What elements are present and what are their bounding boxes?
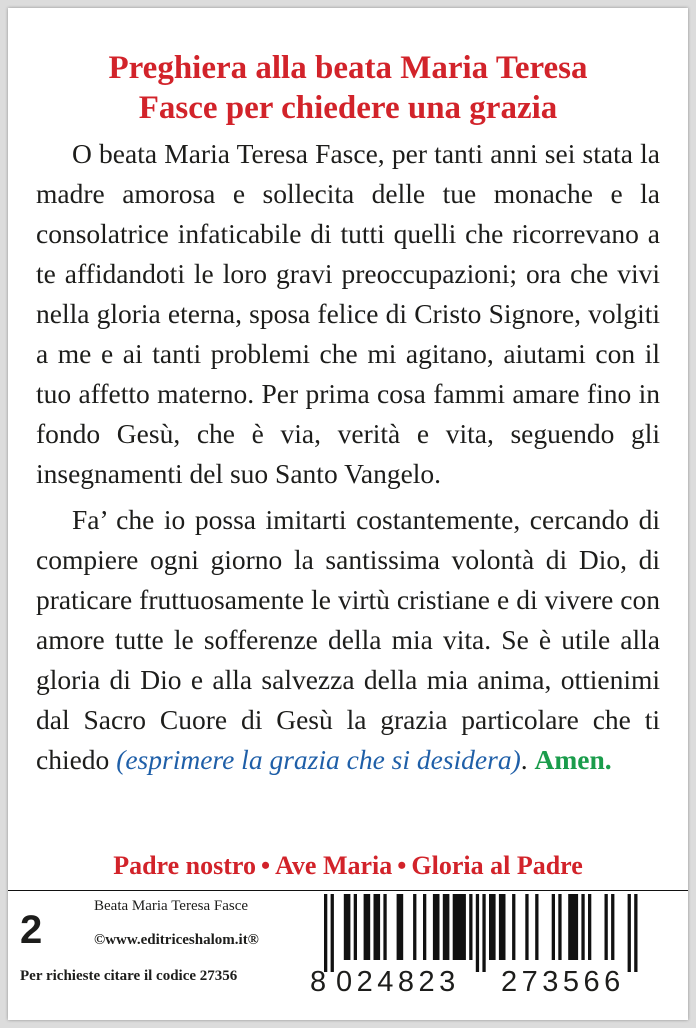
barcode-bar — [581, 894, 584, 960]
barcode — [308, 892, 678, 1002]
prayer-paragraph-2-text: Fa’ che io possa imitarti costantemente, cercando di compiere ogni giorno la santissima volontà di Dio, di praticare fruttuosamente le virtù cristiane e di vivere con amore tutte le sofferenze della mia vita. Se è utile alla gloria di Dio e alla salvezza della mia anima, ottienimi dal Sacro Cuore di Gesù la grazia particolare che ti chiedo — [36, 504, 660, 775]
barcode-bar — [499, 894, 506, 960]
order-code-note: Per richieste citare il codice 27356 — [20, 968, 238, 984]
bullet-separator-2: • — [397, 851, 407, 880]
prayer-gloria: Gloria al Padre — [411, 851, 583, 880]
barcode-first-digit: 8 — [310, 966, 327, 998]
barcode-bar — [489, 894, 496, 960]
barcode-bar — [558, 894, 561, 960]
barcode-bar — [344, 894, 351, 960]
prayer-padre-nostro: Padre nostro — [113, 851, 256, 880]
booklet-title: Beata Maria Teresa Fasce — [94, 898, 249, 914]
barcode-guard-bar — [324, 894, 327, 972]
prayer-title — [8, 48, 688, 128]
barcode-guard-bar — [476, 894, 479, 972]
prayer-paragraph-1: O beata Maria Teresa Fasce, per tanti anni sei stata la madre amorosa e sollecita delle tue monache e la consolatrice infaticabile di tutti quelli che ricorrevano a te affidandoti le loro gravi preoccupazioni; ora che vivi nella gloria eterna, sposa felice di Cristo Signore, volgiti a me e ai tanti problemi che mi agitano, aiutami con il tuo affetto materno. Per prima cosa fammi amare fino in fondo Gesù, che è via, verità e vita, seguendo gli insegnamenti del suo Santo Vangelo. — [36, 138, 660, 489]
barcode-bar — [423, 894, 426, 960]
barcode-bars — [324, 894, 664, 972]
bullet-separator-1: • — [260, 851, 271, 880]
barcode-bar — [588, 894, 591, 960]
barcode-guard-bar — [628, 894, 631, 972]
prayer-ave-maria: Ave Maria — [275, 851, 393, 880]
barcode-bar — [453, 894, 466, 960]
barcode-bar — [383, 894, 386, 960]
prayer-title-line-1: Preghiera alla beata Maria Teresa — [108, 50, 588, 86]
barcode-bar — [397, 894, 404, 960]
barcode-bar — [374, 894, 381, 960]
prayer-paragraph-2 — [36, 500, 660, 780]
barcode-bar — [611, 894, 614, 960]
prayer-card — [8, 8, 688, 1020]
barcode-bar — [605, 894, 608, 960]
prayer-text — [36, 134, 660, 780]
barcode-guard-bar — [331, 894, 334, 972]
prayer-title-line-2: Fasce per chiedere una grazia — [138, 90, 558, 126]
barcode-bar — [469, 894, 472, 960]
page-number: 2 — [20, 908, 43, 952]
barcode-right-digits: 273566 — [501, 966, 625, 998]
barcode-guard-bar — [634, 894, 637, 972]
barcode-digits — [308, 962, 678, 1002]
barcode-bar — [552, 894, 555, 960]
footer-divider — [8, 890, 688, 891]
barcode-guard-bar — [482, 894, 485, 972]
grace-instruction: (esprimere la grazia che si desidera) — [116, 744, 521, 775]
instruction-period: . — [520, 744, 535, 775]
barcode-bar — [568, 894, 578, 960]
barcode-bar — [364, 894, 371, 960]
barcode-left-digits: 024823 — [336, 966, 460, 998]
barcode-bar — [443, 894, 450, 960]
barcode-bar — [512, 894, 515, 960]
barcode-bar — [535, 894, 538, 960]
barcode-bar — [354, 894, 357, 960]
barcode-bar — [525, 894, 528, 960]
barcode-bar — [413, 894, 416, 960]
publisher-website: ©www.editriceshalom.it® — [94, 932, 259, 948]
barcode-bar — [433, 894, 440, 960]
amen-word: Amen. — [534, 744, 612, 775]
closing-prayers — [8, 846, 688, 886]
